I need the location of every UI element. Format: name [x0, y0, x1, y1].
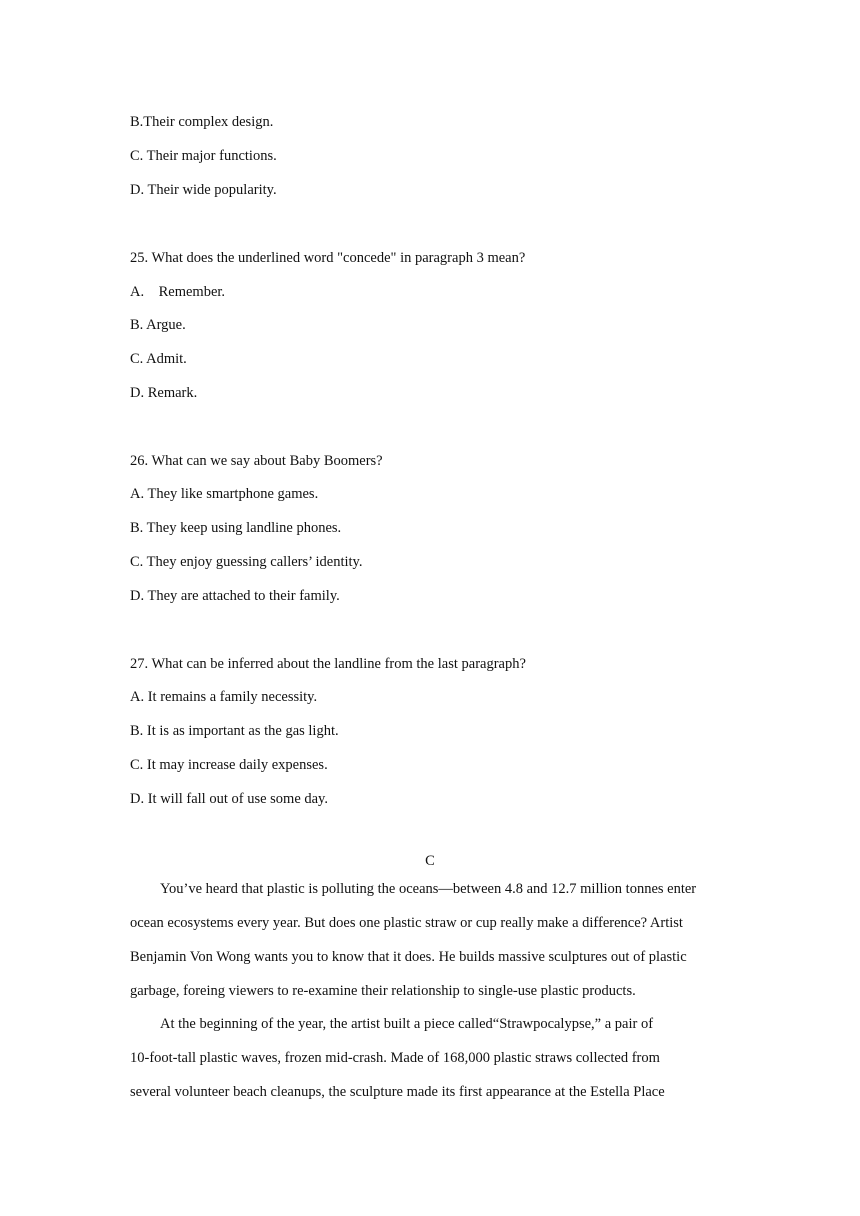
passage-c-line-4: garbage, foreing viewers to re-examine their relationship to single-use plastic products. [130, 983, 636, 999]
q25-option-a: A. Remember. [130, 284, 226, 300]
q27-option-d: D. It will fall out of use some day. [130, 791, 328, 807]
passage-c-line-5: At the beginning of the year, the artist built a piece called“Strawpocalypse,” a pair of [160, 1016, 654, 1032]
q26-option-c: C. They enjoy guessing callers’ identity. [130, 554, 363, 570]
q25-option-c: C. Admit. [130, 351, 187, 367]
passage-c-line-6: 10-foot-tall plastic waves, frozen mid-crash. Made of 168,000 plastic straws collected from [130, 1050, 660, 1066]
q25-question: 25. What does the underlined word "concede" in paragraph 3 mean? [130, 250, 526, 266]
passage-c-line-1: You’ve heard that plastic is polluting the oceans—between 4.8 and 12.7 million tonnes enter [160, 881, 697, 897]
q25-option-b: B. Argue. [130, 317, 186, 333]
q27-question: 27. What can be inferred about the landline from the last paragraph? [130, 656, 526, 672]
q26-option-d: D. They are attached to their family. [130, 588, 340, 604]
q26-option-b: B. They keep using landline phones. [130, 520, 342, 536]
q27-option-c: C. It may increase daily expenses. [130, 757, 328, 773]
q27-option-a: A. It remains a family necessity. [130, 689, 318, 705]
passage-c-line-2: ocean ecosystems every year. But does one plastic straw or cup really make a difference? Artist [130, 915, 683, 931]
section-c-heading: C [425, 853, 435, 869]
q25-option-d: D. Remark. [130, 385, 198, 401]
q26-option-a: A. They like smartphone games. [130, 486, 319, 502]
q26-question: 26. What can we say about Baby Boomers? [130, 453, 383, 469]
passage-c-line-3: Benjamin Von Wong wants you to know that it does. He builds massive sculptures out of plastic [130, 949, 687, 965]
q24-option-d: D. Their wide popularity. [130, 182, 277, 198]
passage-c-line-7: several volunteer beach cleanups, the sculpture made its first appearance at the Estella Place [130, 1084, 665, 1100]
q27-option-b: B. It is as important as the gas light. [130, 723, 339, 739]
q24-option-b: B.Their complex design. [130, 114, 274, 130]
q24-option-c: C. Their major functions. [130, 148, 277, 164]
